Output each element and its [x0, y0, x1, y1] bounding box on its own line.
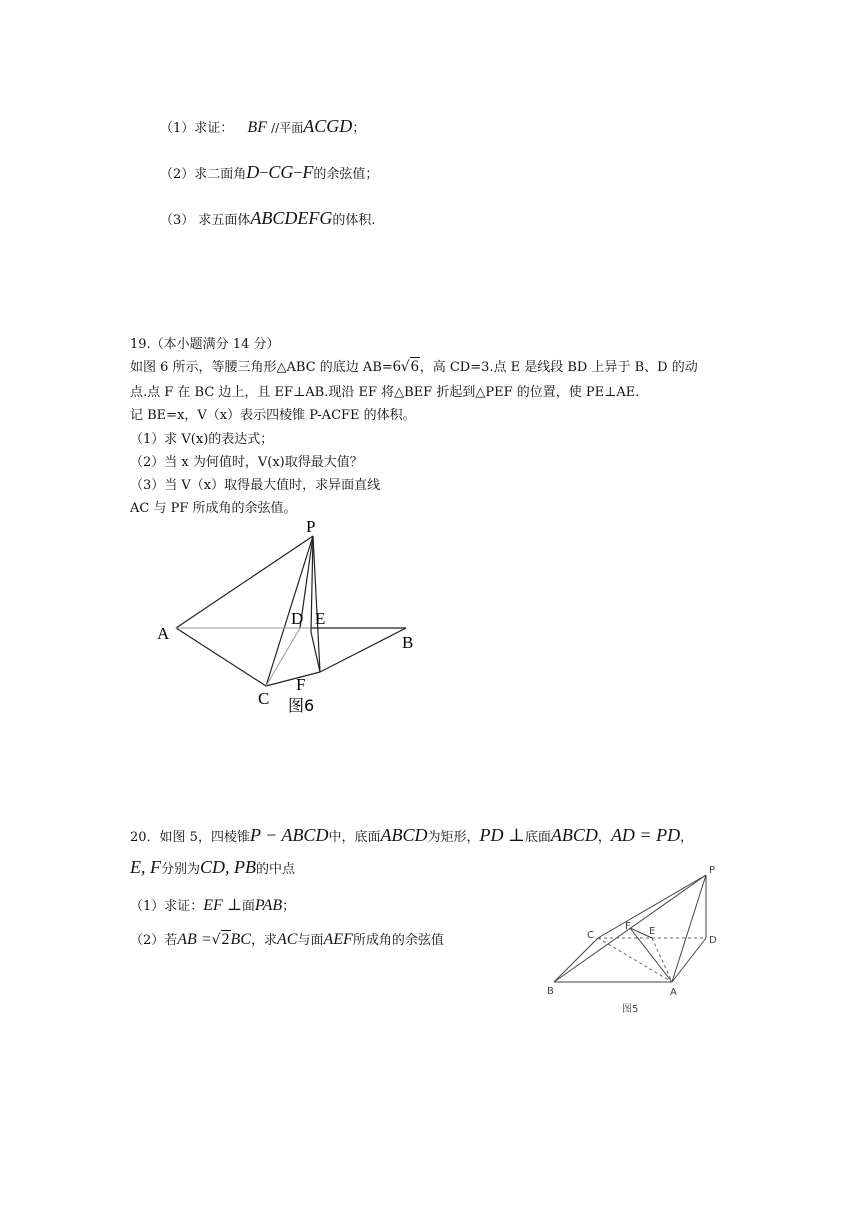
- q18-part3: （3） 求五面体ABCDEFG的体积.: [160, 208, 376, 228]
- label-p: P: [306, 517, 316, 536]
- label-d: D: [291, 609, 304, 628]
- q19-line2: 点.点 F 在 BC 边上，且 EF⊥AB.现沿 EF 将△BEF 折起到△PEF 的位置，使 PE⊥AE.: [130, 385, 640, 400]
- edge-pa: [672, 875, 706, 982]
- label-e: E: [649, 926, 656, 937]
- q19-sub3: （3）当 V（x）取得最大值时，求异面直线: [130, 478, 381, 493]
- q18-part2: （2）求二面角D−CG−F的余弦值；: [160, 162, 379, 182]
- label-f: F: [296, 675, 306, 694]
- label-c: C: [587, 930, 594, 941]
- figure-5-caption: 图5: [622, 1004, 639, 1015]
- label-a: A: [157, 624, 170, 643]
- q19-sub1: （1）求 V(x)的表达式；: [130, 432, 274, 447]
- q20-line2: E, F分别为CD, PB的中点: [130, 857, 296, 877]
- q19-line1: 如图 6 所示，等腰三角形△ABC 的底边 AB=6√6，高 CD=3.点 E 是线段 BD 上异于 B、D 的动: [130, 358, 698, 375]
- q20-line1: 20．如图 5，四棱锥P − ABCD中，底面ABCD为矩形，PD ⊥底面ABCD，AD = PD，: [130, 825, 694, 845]
- label-b: B: [547, 986, 554, 997]
- label-b: B: [402, 633, 414, 652]
- q19-line3: 记 BE=x，V（x）表示四棱锥 P-ACFE 的体积。: [130, 408, 416, 423]
- q18-part1: （1）求证： BF //平面ACGD；: [160, 116, 366, 136]
- q19-sub3b: AC 与 PF 所成角的余弦值。: [130, 501, 297, 516]
- label-e: E: [315, 609, 326, 628]
- label-a: A: [670, 987, 677, 998]
- figure-5-hidden-lines: [598, 938, 706, 982]
- edge-cb: [554, 938, 598, 982]
- q19-sub2: （2）当 x 为何值时，V(x)取得最大值？: [130, 455, 363, 470]
- sqrt-symbol: √2: [211, 931, 230, 948]
- q20-sub1: （1）求证：EF ⊥面PAB；: [130, 897, 296, 914]
- hidden-ca: [598, 938, 672, 982]
- label-f: F: [625, 921, 631, 932]
- label-c: C: [258, 689, 270, 708]
- label-d: D: [709, 935, 717, 946]
- sqrt-symbol: √6: [400, 358, 419, 375]
- edge-ad: [672, 938, 706, 982]
- figure-6-caption: 图6: [288, 696, 315, 715]
- q20-sub2: （2）若AB =√2BC，求AC与面AEF所成角的余弦值: [130, 931, 444, 948]
- label-p: P: [709, 865, 716, 876]
- q19-header: 19.（本小题满分 14 分）: [130, 337, 280, 352]
